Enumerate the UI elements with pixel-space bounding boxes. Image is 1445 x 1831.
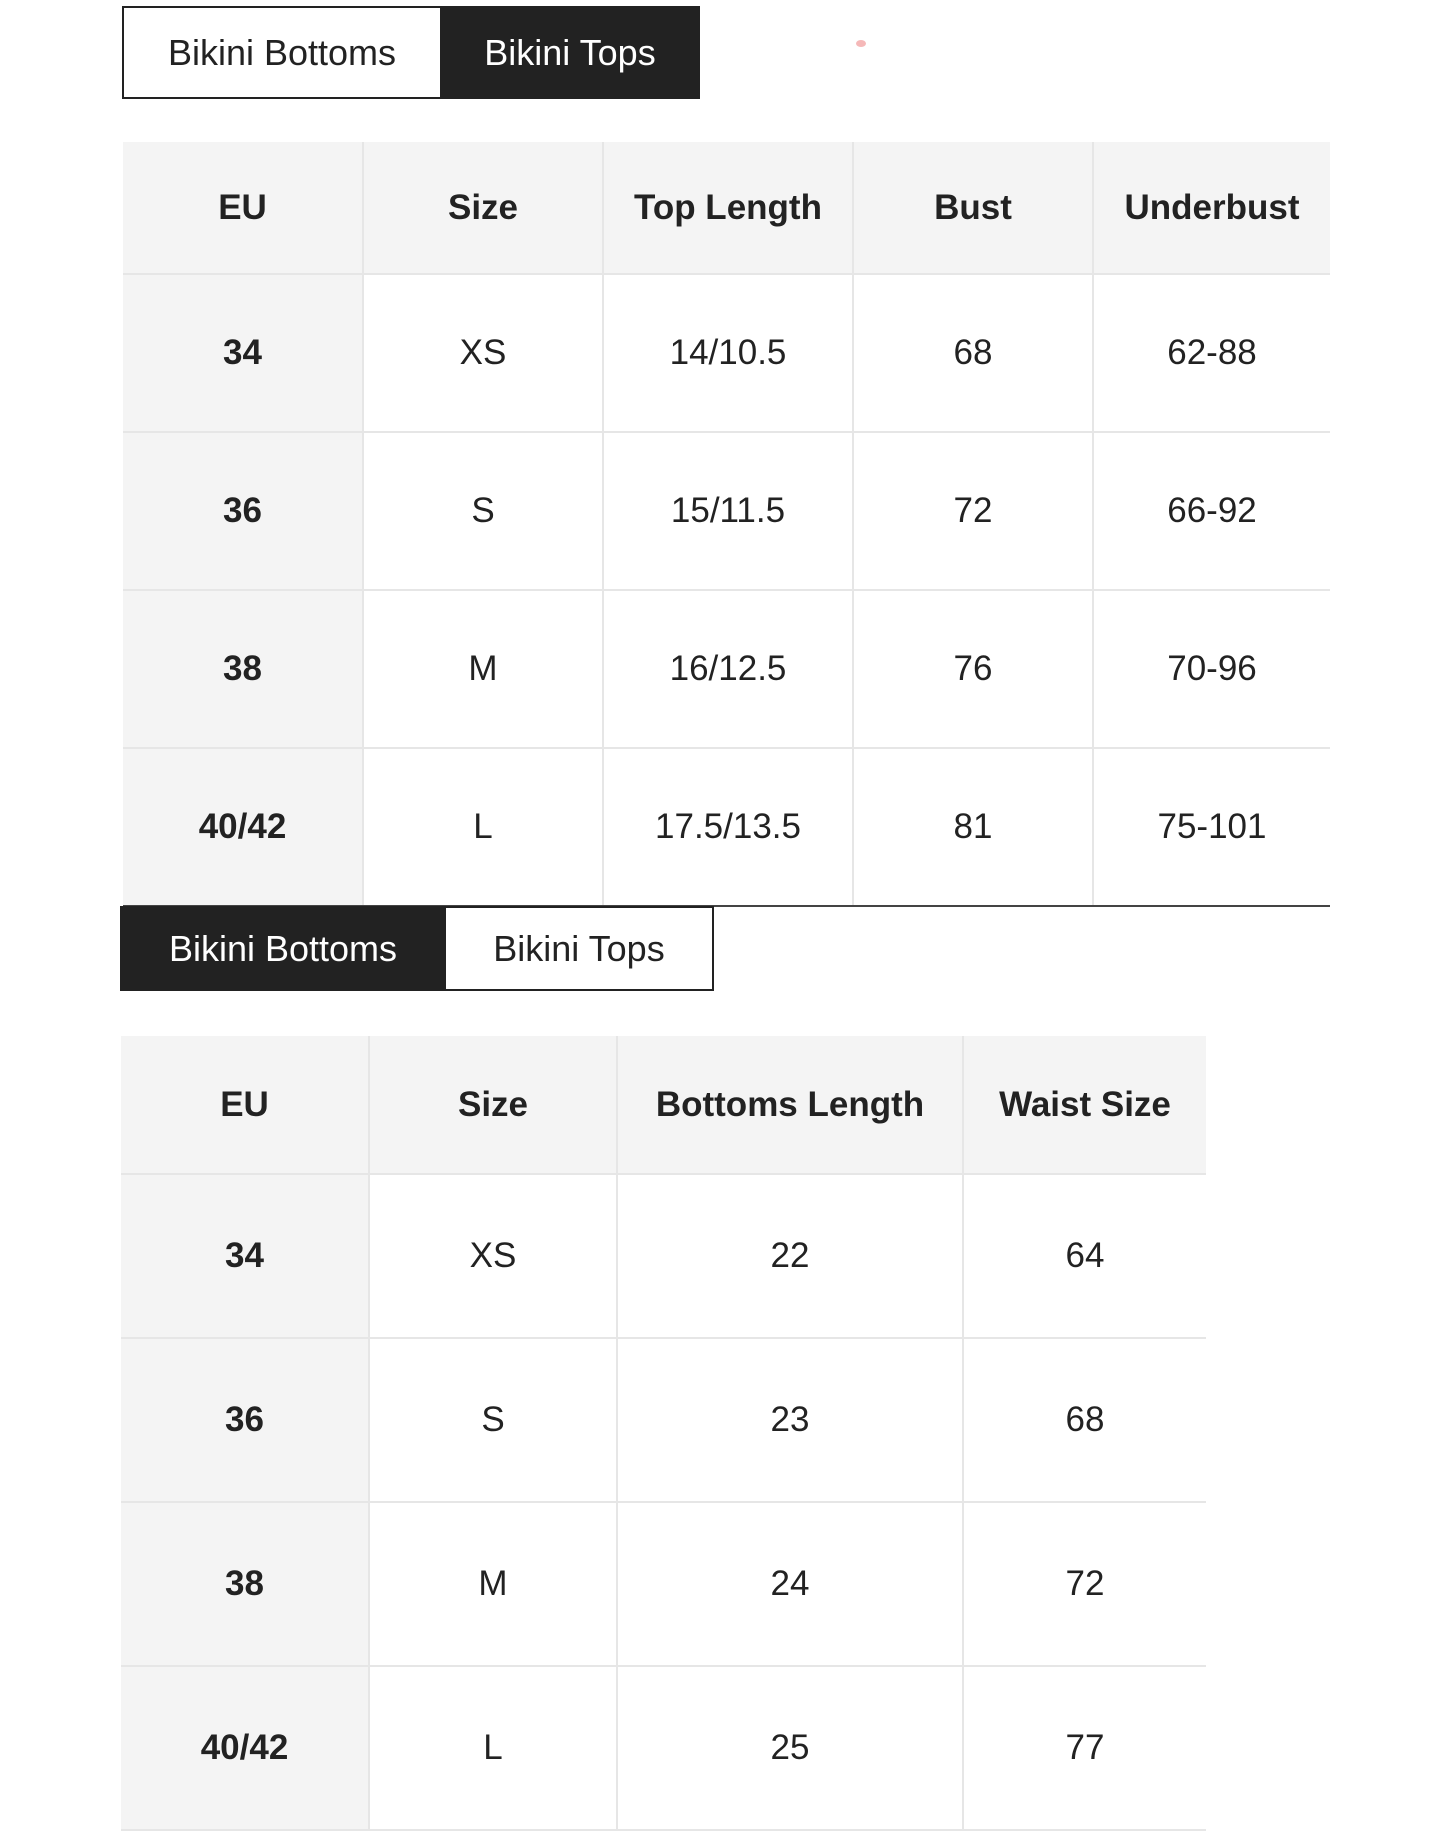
header-eu: EU bbox=[123, 142, 363, 274]
cell-bust: 72 bbox=[853, 432, 1093, 590]
cell-size: L bbox=[363, 748, 603, 906]
cell-size: S bbox=[369, 1338, 617, 1502]
cell-size: XS bbox=[363, 274, 603, 432]
cell-eu: 38 bbox=[121, 1502, 369, 1666]
table-row bbox=[121, 1338, 1206, 1502]
cell-eu: 40/42 bbox=[123, 748, 363, 906]
table-row bbox=[123, 590, 1330, 748]
cell-size: XS bbox=[369, 1174, 617, 1338]
cell-size: S bbox=[363, 432, 603, 590]
cell-bust: 81 bbox=[853, 748, 1093, 906]
cell-size: M bbox=[363, 590, 603, 748]
header-underbust: Underbust bbox=[1093, 142, 1330, 274]
cell-eu: 34 bbox=[121, 1174, 369, 1338]
header-waist-size: Waist Size bbox=[963, 1036, 1206, 1174]
table-header-row bbox=[121, 1036, 1206, 1174]
cell-eu: 36 bbox=[123, 432, 363, 590]
cell-eu: 36 bbox=[121, 1338, 369, 1502]
cell-waist-size: 77 bbox=[963, 1666, 1206, 1830]
table-row bbox=[123, 274, 1330, 432]
header-eu: EU bbox=[121, 1036, 369, 1174]
table-row bbox=[121, 1666, 1206, 1830]
tab-bikini-tops[interactable]: Bikini Tops bbox=[440, 6, 700, 99]
table-row bbox=[121, 1174, 1206, 1338]
table-header-row bbox=[123, 142, 1330, 274]
cell-underbust: 75-101 bbox=[1093, 748, 1330, 906]
cell-eu: 40/42 bbox=[121, 1666, 369, 1830]
tab-bikini-bottoms[interactable]: Bikini Bottoms bbox=[120, 906, 446, 991]
cell-top-length: 14/10.5 bbox=[603, 274, 853, 432]
cell-underbust: 66-92 bbox=[1093, 432, 1330, 590]
cell-bottoms-length: 25 bbox=[617, 1666, 963, 1830]
table-row bbox=[121, 1502, 1206, 1666]
cell-bust: 68 bbox=[853, 274, 1093, 432]
header-bottoms-length: Bottoms Length bbox=[617, 1036, 963, 1174]
tabs-top-section bbox=[122, 6, 700, 99]
header-bust: Bust bbox=[853, 142, 1093, 274]
tab-bikini-tops[interactable]: Bikini Tops bbox=[446, 906, 714, 991]
cell-bust: 76 bbox=[853, 590, 1093, 748]
cell-eu: 34 bbox=[123, 274, 363, 432]
header-top-length: Top Length bbox=[603, 142, 853, 274]
cell-top-length: 16/12.5 bbox=[603, 590, 853, 748]
cell-bottoms-length: 23 bbox=[617, 1338, 963, 1502]
cell-eu: 38 bbox=[123, 590, 363, 748]
decorative-mark bbox=[856, 40, 866, 47]
cell-waist-size: 68 bbox=[963, 1338, 1206, 1502]
tabs-bottom-section bbox=[120, 906, 714, 991]
cell-waist-size: 64 bbox=[963, 1174, 1206, 1338]
cell-underbust: 62-88 bbox=[1093, 274, 1330, 432]
cell-underbust: 70-96 bbox=[1093, 590, 1330, 748]
cell-size: L bbox=[369, 1666, 617, 1830]
table-row bbox=[123, 748, 1330, 906]
bottoms-size-table bbox=[121, 1036, 1206, 1831]
cell-waist-size: 72 bbox=[963, 1502, 1206, 1666]
tops-size-table bbox=[123, 142, 1330, 907]
cell-bottoms-length: 24 bbox=[617, 1502, 963, 1666]
header-size: Size bbox=[369, 1036, 617, 1174]
table-row bbox=[123, 432, 1330, 590]
cell-top-length: 15/11.5 bbox=[603, 432, 853, 590]
header-size: Size bbox=[363, 142, 603, 274]
cell-bottoms-length: 22 bbox=[617, 1174, 963, 1338]
cell-top-length: 17.5/13.5 bbox=[603, 748, 853, 906]
cell-size: M bbox=[369, 1502, 617, 1666]
tab-bikini-bottoms[interactable]: Bikini Bottoms bbox=[122, 6, 440, 99]
